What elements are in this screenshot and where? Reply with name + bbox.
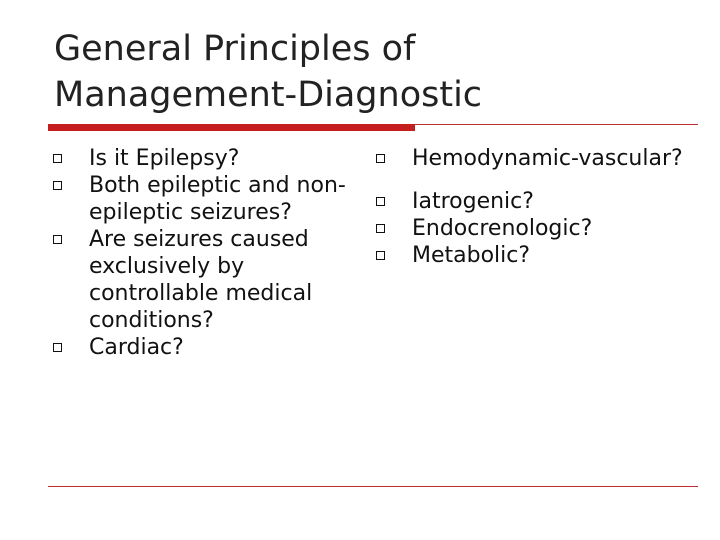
list-item-text: Is it Epilepsy? [89, 146, 240, 171]
slide-title-line-2: Management-Diagnostic [54, 75, 483, 115]
list-item-text: Iatrogenic? [412, 189, 534, 214]
list-item [376, 145, 696, 172]
square-bullet-icon [376, 154, 385, 163]
square-bullet-icon [376, 224, 385, 233]
list-item-text: Both epileptic and non-epileptic seizures? [89, 173, 346, 225]
square-bullet-icon [376, 251, 385, 260]
square-bullet-icon [53, 181, 62, 190]
list-item [53, 334, 353, 361]
title-accent-bar [48, 124, 415, 131]
list-item [376, 215, 696, 242]
list-item-text: Metabolic? [412, 243, 531, 268]
left-bullet-list [53, 145, 353, 361]
square-bullet-icon [53, 154, 62, 163]
list-item [53, 226, 353, 334]
list-item-text: Cardiac? [89, 335, 184, 360]
list-item [376, 242, 696, 269]
square-bullet-icon [53, 235, 62, 244]
list-item [376, 188, 696, 215]
list-item-text: Hemodynamic-vascular? [412, 146, 683, 171]
footer-divider-line [48, 486, 698, 487]
list-item-text: Endocrenologic? [412, 216, 593, 241]
list-item [53, 145, 353, 172]
square-bullet-icon [53, 343, 62, 352]
right-bullet-list [376, 145, 696, 269]
slide-title [54, 26, 694, 118]
slide-title-line-1: General Principles of [54, 29, 416, 69]
square-bullet-icon [376, 197, 385, 206]
list-item-text: Are seizures caused exclusively by controllable medical conditions? [89, 227, 313, 333]
list-item [53, 172, 353, 226]
